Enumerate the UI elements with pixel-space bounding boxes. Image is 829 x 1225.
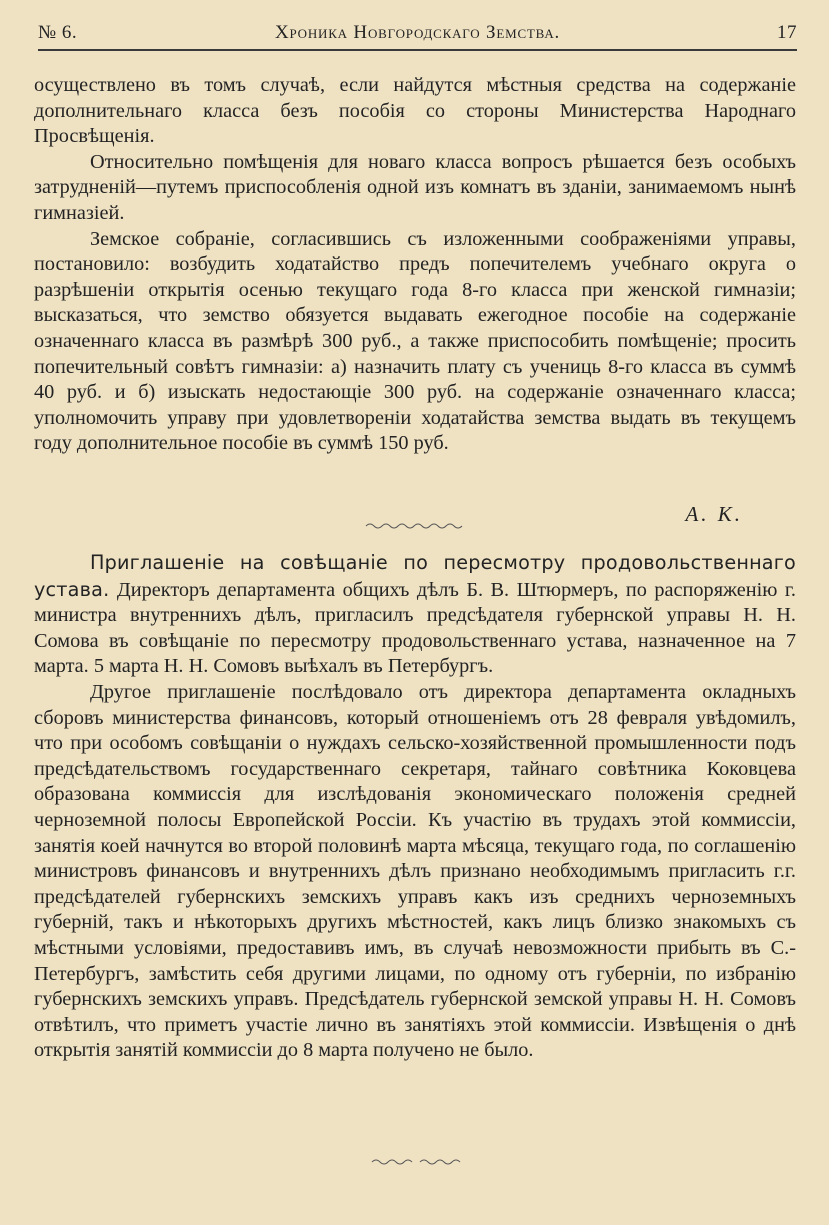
article-continuation — [34, 73, 796, 457]
author-signature: А. К. — [685, 502, 743, 526]
paragraph-text: Директоръ департамента общихъ дѣлъ Б. В. Штюрмеръ, по распоряженію г. министра внутреннихъ дѣлъ, пригласилъ предсѣдателя губернской управы Н. Н. Сомова въ совѣщаніе по пересмотру продовольственнаго устава, назначенное на 7 марта. 5 марта Н. Н. Сомовъ выѣхалъ въ Петербургъ. — [34, 578, 796, 678]
paragraph — [34, 550, 796, 680]
journal-title: Хроника Новгородскаго Земства. — [274, 22, 561, 43]
news-item — [34, 550, 796, 1064]
header-rule — [38, 49, 797, 51]
section-divider-ornament — [364, 521, 464, 531]
page-number: 17 — [777, 22, 797, 43]
paragraph: Другое приглашеніе послѣдовало отъ директора департамента окладныхъ сборовъ министерства финансовъ, который отношеніемъ отъ 28 февраля увѣдомилъ, что при особомъ совѣщаніи о нуждахъ сельско-хозяйственной промышленности подъ предсѣдательствомъ государственнаго секретаря, тайнаго совѣтника Коковцева образована коммиссія для изслѣдованія экономическаго положенія средней черноземной полосы Европейской Россіи. Къ участію въ трудахъ этой коммиссіи, занятія коей начнутся во второй половинѣ марта мѣсяца, текущаго года, по соглашенію министровъ финансовъ и внутреннихъ дѣлъ признано необходимымъ пригласить г.г. предсѣдателей губернскихъ земскихъ управъ какъ изъ среднихъ черноземныхъ губерній, такъ и нѣкоторыхъ другихъ мѣстностей, какъ лицъ близко знакомыхъ съ мѣстными условіями, предоставивъ имъ, въ случаѣ невозможности прибыть въ С.-Петербургъ, замѣстить себя другими лицами, по одному отъ губерніи, по избранію губернскихъ земскихъ управъ. Предсѣдатель губернской земской управы Н. Н. Сомовъ отвѣтилъ, что приметъ участіе лично въ занятіяхъ этой коммиссіи. Извѣщенія о днѣ открытія занятій коммиссіи до 8 марта получено не было. — [34, 680, 796, 1062]
end-divider-ornament — [366, 1157, 466, 1167]
running-header — [38, 20, 797, 50]
issue-number: № 6. — [38, 22, 78, 43]
paragraph: Земское собраніе, согласившись съ изложенными соображеніями управы, постановило: возбудить ходатайство предъ попечителемъ учебнаго округа о разрѣшеніи открытія осенью текущаго года 8-го класса при женской гимназіи; высказаться, что земство обязуется выдавать ежегодное пособіе на содержаніе означеннаго класса въ размѣрѣ 300 руб., а также приспособить помѣщеніе; просить попечительный совѣтъ гимназіи: а) назначить плату съ учениць 8-го класса въ суммѣ 40 руб. и б) изыскать недостающіе 300 руб. на содержаніе означеннаго класса; уполномочить управу при удовлетвореніи ходатайства земства выдать въ текущемъ году дополнительное пособіе въ суммѣ 150 руб. — [34, 227, 796, 455]
paragraph: Относительно помѣщенія для новаго класса вопросъ рѣшается безъ особыхъ затрудненій—путемъ приспособленія одной изъ комнатъ въ зданіи, занимаемомъ нынѣ гимназіей. — [34, 150, 796, 224]
section-heading: Приглашеніе на совѣщаніе по пересмотру продовольственнаго устава. — [34, 551, 796, 601]
paragraph: осуществлено въ томъ случаѣ, если найдутся мѣстныя средства на содержаніе дополнительнаго класса безъ пособія со стороны Министерства Народнаго Просвѣщенія. — [34, 74, 796, 148]
